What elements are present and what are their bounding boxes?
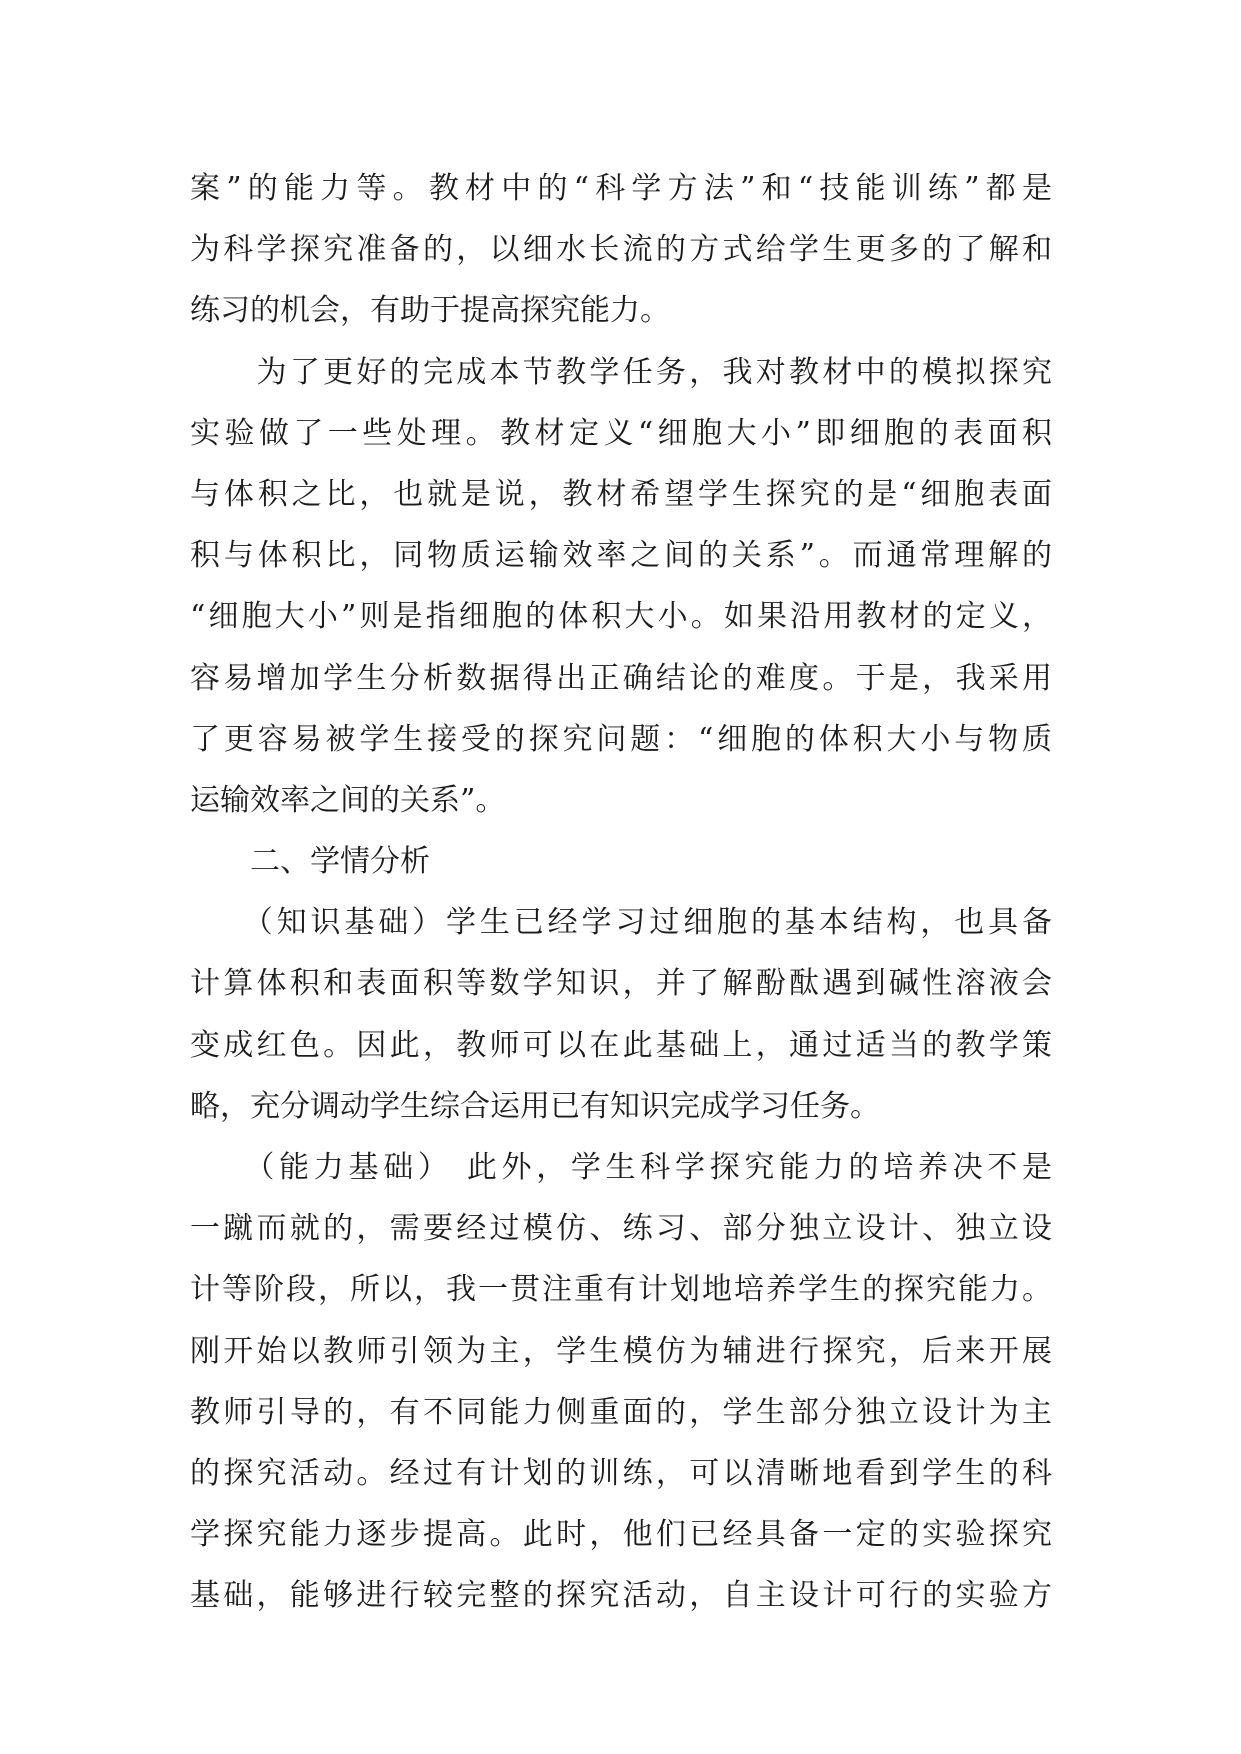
text-line: 案”的能力等。教材中的“科学方法”和“技能训练”都是	[190, 171, 1052, 206]
text-line: 刚开始以教师引领为主，学生模仿为辅进行探究，后来开展	[190, 1333, 1052, 1369]
text-line: 了更容易被学生接受的探究问题：“细胞的体积大小与物质	[190, 721, 1052, 757]
text-line: 为了更好的完成本节教学任务，我对教材中的模拟探究	[190, 354, 1052, 390]
text-line: 为科学探究准备的，以细水长流的方式给学生更多的了解和	[190, 232, 1052, 268]
paragraph-knowledge-basis	[190, 892, 1052, 1137]
paragraph-ability-basis	[190, 1137, 1052, 1627]
text-line: 与体积之比，也就是说，教材希望学生探究的是“细胞表面	[190, 476, 1052, 512]
paragraph-textbook-methods	[190, 158, 1052, 342]
text-line: 练习的机会，有助于提高探究能力。	[190, 293, 670, 329]
text-line: “细胞大小”则是指细胞的体积大小。如果沿用教材的定义，	[190, 599, 1052, 635]
document-body	[190, 158, 1052, 1627]
text-line: 教师引导的，有不同能力侧重面的，学生部分独立设计为主	[190, 1394, 1052, 1430]
text-line: 略，充分调动学生综合运用已有知识完成学习任务。	[190, 1088, 880, 1124]
text-line: 变成红色。因此，教师可以在此基础上，通过适当的教学策	[190, 1027, 1052, 1063]
text-line: 学探究能力逐步提高。此时，他们已经具备一定的实验探究	[190, 1517, 1052, 1553]
text-line: 计算体积和表面积等数学知识，并了解酚酞遇到碱性溶液会	[190, 966, 1052, 1002]
heading-learning-analysis	[190, 831, 1052, 892]
text-line: 积与体积比，同物质运输效率之间的关系”。而通常理解的	[190, 538, 1052, 574]
text-line: 基础，能够进行较完整的探究活动，自主设计可行的实验方	[190, 1578, 1052, 1614]
text-line: （能力基础） 此外，学生科学探究能力的培养决不是	[190, 1150, 1052, 1185]
text-line: 实验做了一些处理。教材定义“细胞大小”即细胞的表面积	[190, 415, 1052, 451]
paragraph-simulation-experiment	[190, 342, 1052, 832]
text-line: 计等阶段，所以，我一贯注重有计划地培养学生的探究能力。	[190, 1272, 1052, 1308]
text-line: 容易增加学生分析数据得出正确结论的难度。于是，我采用	[190, 660, 1052, 696]
text-line: 运输效率之间的关系”。	[190, 782, 506, 818]
text-line: 二、学情分析	[190, 844, 430, 880]
text-line: 的探究活动。经过有计划的训练，可以清晰地看到学生的科	[190, 1455, 1052, 1491]
text-line: 一蹴而就的，需要经过模仿、练习、部分独立设计、独立设	[190, 1211, 1052, 1247]
text-line: （知识基础）学生已经学习过细胞的基本结构，也具备	[190, 905, 1052, 941]
